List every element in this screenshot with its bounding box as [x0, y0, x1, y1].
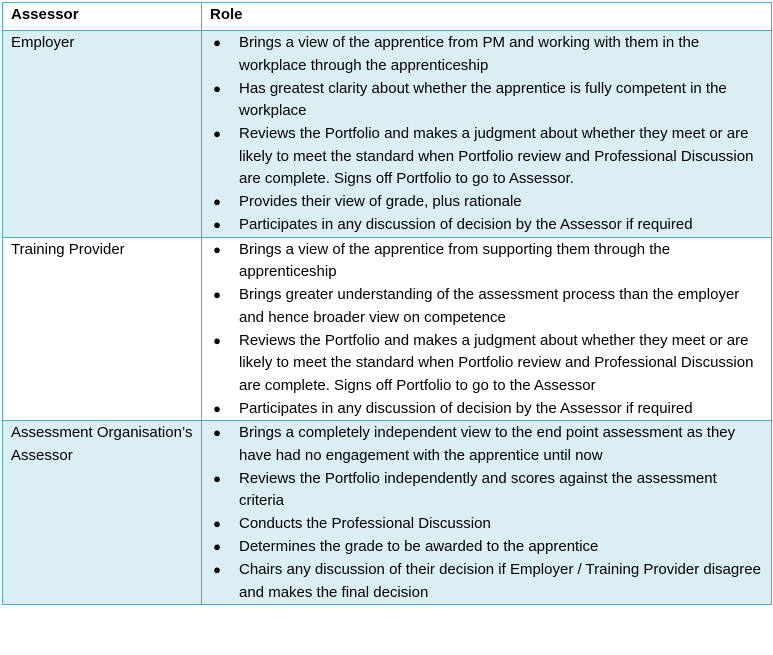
list-item: ● Determines the grade to be awarded to the apprentice [202, 536, 763, 559]
bullet-icon: ● [213, 562, 221, 577]
bullet-icon: ● [213, 126, 221, 141]
bullet-icon: ● [213, 241, 221, 257]
assessor-name: Training Provider [11, 240, 125, 258]
bullet-icon: ● [213, 80, 221, 96]
assessor-role-table [2, 2, 772, 605]
bullet-icon: ● [213, 425, 221, 440]
role-cell [202, 237, 772, 421]
role-list [202, 421, 771, 604]
table-row-training-provider [3, 237, 772, 421]
list-item: ● Reviews the Portfolio and makes a judgment about whether they meet or are likely to meet the standard when Portfolio review and Professional Discussion are complete. Signs off Portfolio to go to the Assessor [213, 331, 754, 394]
list-item: ● Brings greater understanding of the assessment process than the employer and hence broader view on competence [213, 286, 740, 326]
list-item: ● Brings a view of the apprentice from PM and working with them in the workplace through the apprenticeship [213, 34, 700, 74]
bullet-icon: ● [213, 35, 221, 50]
bullet-icon: ● [213, 470, 221, 486]
list-item: ● Reviews the Portfolio independently and scores against the assessment criteria [213, 469, 717, 509]
role-cell [202, 421, 772, 605]
header-role: Role [202, 3, 772, 31]
list-item: ● Reviews the Portfolio and makes a judgment about whether they meet or are likely to meet the standard when Portfolio review and Professional Discussion are complete. Signs off Portfolio to go to Assessor. [213, 125, 754, 187]
bullet-icon: ● [213, 194, 221, 209]
bullet-icon: ● [213, 332, 221, 348]
bullet-icon: ● [213, 516, 221, 531]
list-item: ● Has greatest clarity about whether the apprentice is fully competent in the workplace [213, 79, 727, 119]
assessor-name: Assessment Organisation’s Assessor [11, 424, 193, 464]
bullet-icon: ● [213, 539, 221, 554]
list-item: ● Brings a view of the apprentice from supporting them through the apprenticeship [213, 240, 671, 280]
bullet-icon: ● [213, 287, 221, 302]
list-item: ● Participates in any discussion of decision by the Assessor if required [202, 398, 763, 421]
role-cell [202, 31, 772, 238]
role-list [202, 31, 771, 237]
table-header-row [3, 3, 772, 31]
table-row-ao-assessor [3, 421, 772, 605]
list-item: ● Participates in any discussion of decision by the Assessor if required [202, 214, 763, 237]
assessor-cell [3, 31, 202, 238]
role-list [202, 238, 771, 421]
list-item: ● Chairs any discussion of their decision if Employer / Training Provider disagree and makes the final decision [213, 561, 761, 601]
bullet-icon: ● [213, 400, 221, 416]
bullet-icon: ● [213, 217, 221, 232]
assessor-name: Employer [11, 34, 75, 51]
assessor-cell [3, 237, 202, 421]
table-row-employer [3, 31, 772, 238]
list-item: ● Provides their view of grade, plus rationale [202, 191, 763, 214]
list-item: ● Conducts the Professional Discussion [202, 513, 763, 536]
header-assessor: Assessor [3, 3, 202, 31]
list-item: ● Brings a completely independent view to the end point assessment as they have had no engagement with the apprentice until now [213, 424, 736, 464]
assessor-cell [3, 421, 202, 605]
